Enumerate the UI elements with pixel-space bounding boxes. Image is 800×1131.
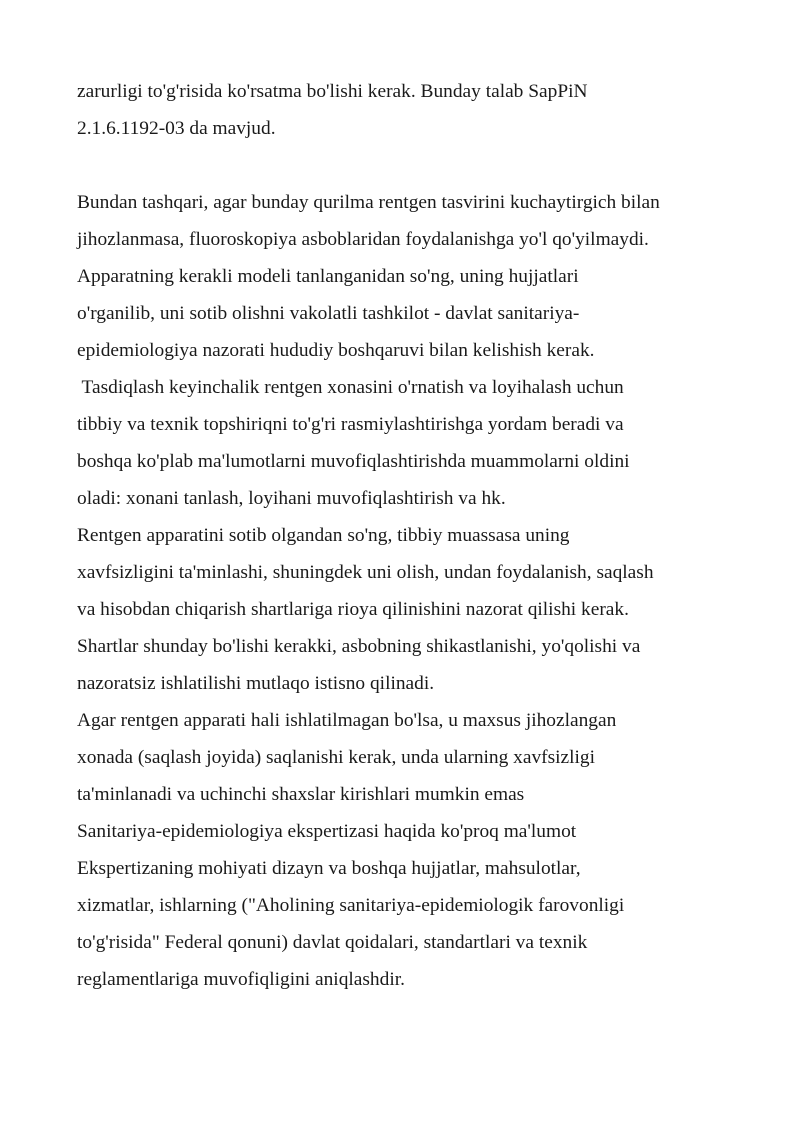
text-line: Rentgen apparatini sotib olgandan so'ng, tibbiy muassasa uning: [77, 525, 570, 546]
text-line: tibbiy va texnik topshiriqni to'g'ri rasmiylashtirishga yordam beradi va: [77, 414, 624, 435]
text-line: o'rganilib, uni sotib olishni vakolatli tashkilot - davlat sanitariya-: [77, 303, 580, 324]
text-line: reglamentlariga muvofiqligini aniqlashdir.: [77, 969, 405, 990]
text-line: Apparatning kerakli modeli tanlanganidan so'ng, uning hujjatlari: [77, 266, 579, 287]
text-line: nazoratsiz ishlatilishi mutlaqo istisno qilinadi.: [77, 673, 435, 694]
text-line: Ekspertizaning mohiyati dizayn va boshqa hujjatlar, mahsulotlar,: [77, 858, 581, 879]
text-line: to'g'risida" Federal qonuni) davlat qoidalari, standartlari va texnik: [77, 932, 588, 953]
text-line: Bundan tashqari, agar bunday qurilma rentgen tasvirini kuchaytirgich bilan: [77, 192, 660, 213]
text-line: zarurligi to'g'risida ko'rsatma bo'lishi kerak. Bunday talab SapPiN: [77, 81, 588, 102]
text-line: xonada (saqlash joyida) saqlanishi kerak, unda ularning xavfsizligi: [77, 747, 596, 768]
text-line: xizmatlar, ishlarning ("Aholining sanitariya-epidemiologik farovonligi: [77, 895, 625, 916]
text-line: epidemiologiya nazorati hududiy boshqaruvi bilan kelishish kerak.: [77, 340, 595, 361]
body-text: [77, 73, 737, 998]
text-line: Agar rentgen apparati hali ishlatilmagan bo'lsa, u maxsus jihozlangan: [77, 710, 617, 731]
text-line: ta'minlanadi va uchinchi shaxslar kirishlari mumkin emas: [77, 784, 525, 805]
text-line: xavfsizligini ta'minlashi, shuningdek uni olish, undan foydalanish, saqlash: [77, 562, 654, 583]
text-line: boshqa ko'plab ma'lumotlarni muvofiqlashtirishda muammolarni oldini: [77, 451, 630, 472]
text-line: Shartlar shunday bo'lishi kerakki, asbobning shikastlanishi, yo'qolishi va: [77, 636, 641, 657]
paragraph-gap: [77, 147, 737, 184]
text-line: Sanitariya-epidemiologiya ekspertizasi haqida ko'proq ma'lumot: [77, 821, 577, 842]
text-line: oladi: xonani tanlash, loyihani muvofiqlashtirish va hk.: [77, 488, 506, 509]
text-line: jihozlanmasa, fluoroskopiya asboblaridan foydalanishga yo'l qo'yilmaydi.: [77, 229, 649, 250]
text-line: 2.1.6.1192-03 da mavjud.: [77, 118, 276, 139]
text-line: va hisobdan chiqarish shartlariga rioya qilinishini nazorat qilishi kerak.: [77, 599, 629, 620]
text-line: Tasdiqlash keyinchalik rentgen xonasini o'rnatish va loyihalash uchun: [77, 377, 624, 398]
